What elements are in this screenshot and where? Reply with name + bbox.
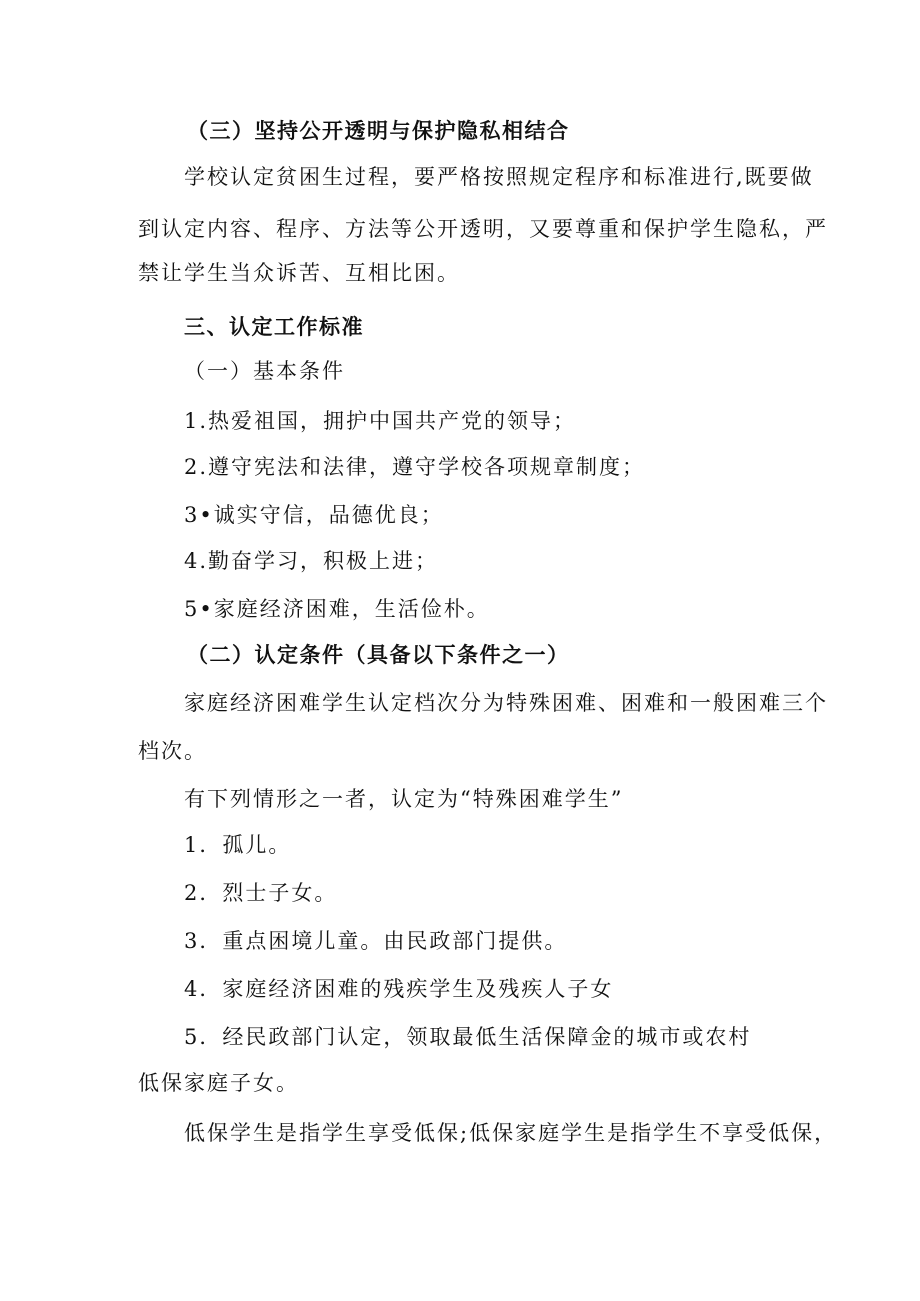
chapter-heading: 三、认定工作标准 — [184, 314, 364, 339]
paragraph-line: 到认定内容、程序、方法等公开透明，又要尊重和保护学生隐私，严 — [138, 217, 828, 241]
subheading-criteria: （二）认定条件（具备以下条件之一） — [187, 642, 570, 667]
list-item: 1.热爱祖国，拥护中国共产党的领导； — [184, 409, 577, 433]
list-item: 3．重点困境儿童。由民政部门提供。 — [184, 929, 568, 953]
list-item: 2.遵守宪法和法律，遵守学校各项规章制度； — [184, 455, 646, 479]
list-item: 4．家庭经济困难的残疾学生及残疾人子女 — [184, 977, 614, 1001]
paragraph-line: 学校认定贫困生过程，要严格按照规定程序和标准进行,既要做 — [184, 165, 814, 189]
subheading-basic-conditions: （一）基本条件 — [184, 359, 345, 383]
section-heading-transparency: （三）坚持公开透明与保护隐私相结合 — [187, 118, 570, 143]
list-item-continuation: 低保家庭子女。 — [138, 1071, 299, 1095]
list-item: 2．烈士子女。 — [184, 881, 338, 905]
paragraph-line: 低保学生是指学生享受低保;低保家庭学生是指学生不享受低保， — [184, 1121, 838, 1145]
list-item: 1．孤儿。 — [184, 833, 292, 857]
special-intro: 有下列情形之一者，认定为“特殊困难学生” — [184, 787, 624, 811]
paragraph-line: 档次。 — [138, 739, 207, 763]
list-item: 4.勤奋学习，积极上进； — [184, 549, 439, 573]
paragraph-line: 禁让学生当众诉苦、互相比困。 — [138, 261, 460, 285]
list-item: 5．经民政部门认定，领取最低生活保障金的城市或农村 — [184, 1025, 752, 1049]
list-item: 5•家庭经济困难，生活俭朴。 — [184, 597, 490, 621]
list-item: 3•诚实守信，品德优良； — [184, 503, 444, 527]
paragraph-line: 家庭经济困难学生认定档次分为特殊困难、困难和一般困难三个 — [184, 691, 828, 715]
